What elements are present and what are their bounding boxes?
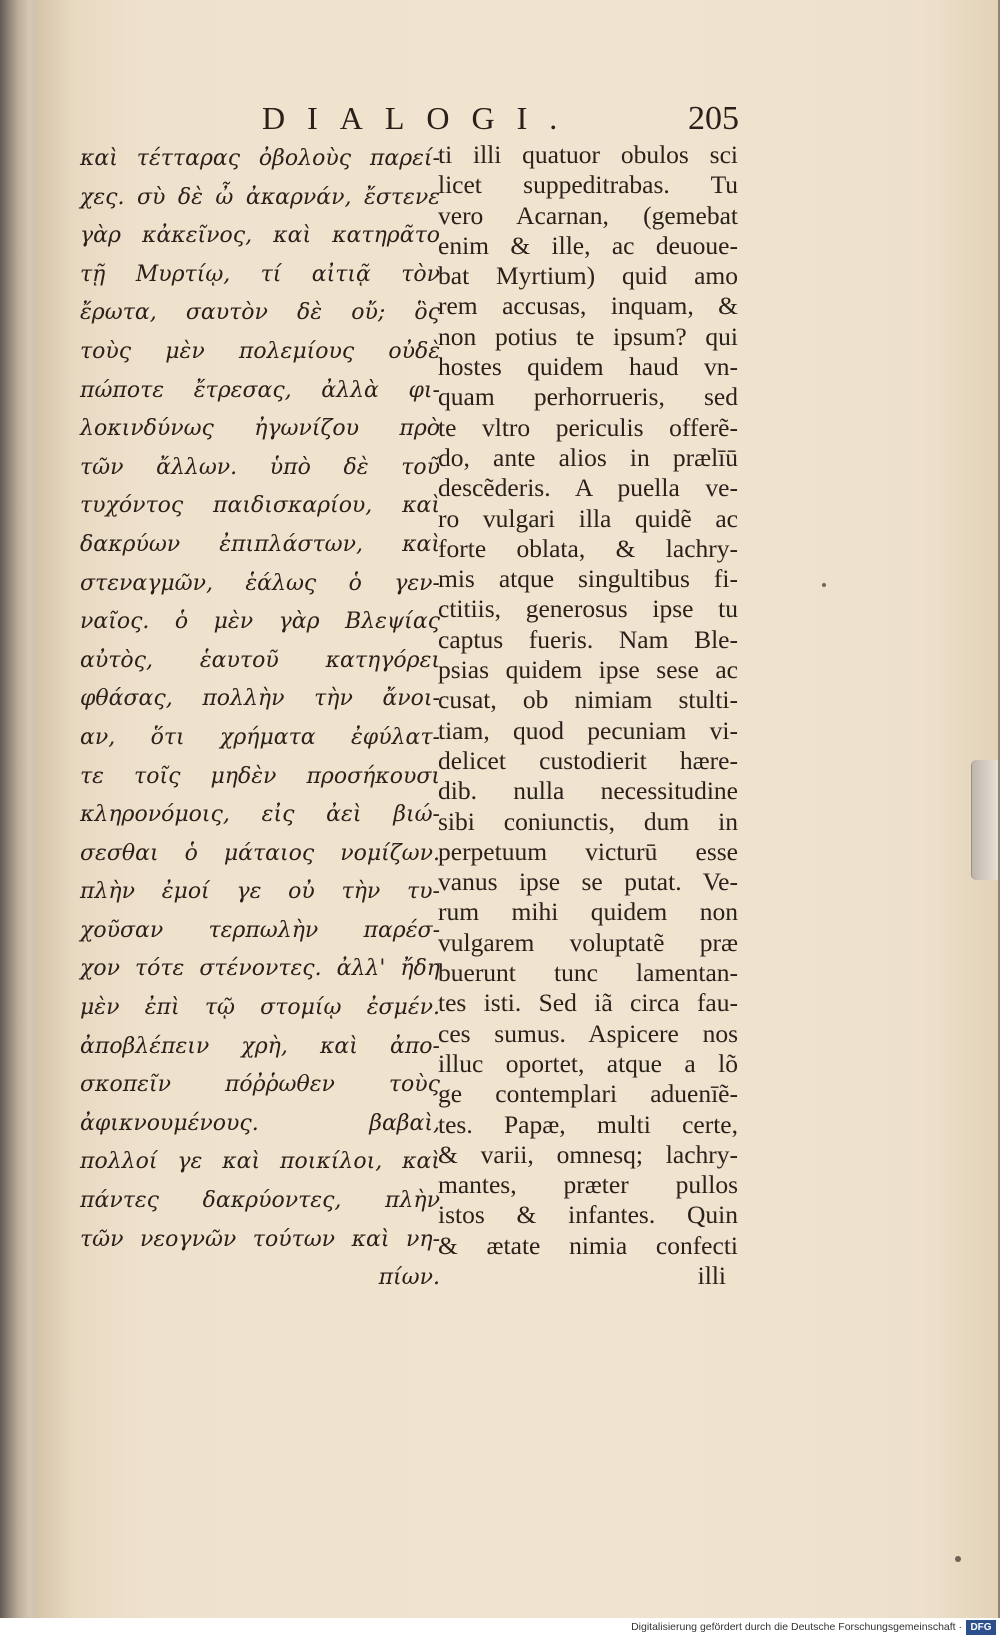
ink-speck [955,1556,961,1562]
text-line: non potius te ipsum? qui [438,321,738,351]
text-line: vanus ipse se putat. Ve- [438,867,738,897]
text-line: rem accusas, inquam, & [438,291,738,321]
text-line: psias quidem ipse sese ac [438,655,738,685]
text-line: mis atque singultibus fi- [438,564,738,594]
text-line: ti illi quatuor obulos sci [438,140,738,169]
text-line: vero Acarnan, (gemebat [438,200,738,230]
text-line: χοῦσαν τερπωλὴν παρέσ- [80,917,440,943]
text-line: φθάσας, πολλὴν τὴν ἄνοι- [80,686,440,712]
text-line: τυχόντος παιδισκαρίου, καὶ [80,493,440,519]
text-line: τοὺς μὲν πολεμίους οὐδὲ [80,338,440,364]
page-edge-tab [971,760,998,880]
text-line: πάντες δακρύοντες, πλὴν [80,1188,440,1214]
text-line: αν, ὅτι χρήματα ἐφύλατ- [80,724,440,750]
text-line: forte oblata, & lachry- [438,533,738,563]
text-line: bat Myrtium) quid amo [438,261,738,291]
text-line: λοκινδύνως ἠγωνίζου πρὸ [80,416,440,442]
text-line: πίων. [378,1265,440,1291]
text-line: illi [697,1260,726,1290]
text-line: ἀφικνουμένους. βαβαὶ, [80,1110,440,1136]
running-head: DIALOGI. [262,100,580,136]
text-line: ναῖος. ὁ μὲν γὰρ Βλεψίας [80,609,440,635]
text-line: στεναγμῶν, ἑάλως ὁ γεν- [80,570,440,596]
text-line: cusat, ob nimiam stulti- [438,685,738,715]
text-line: descẽderis. A puella ve- [438,473,738,503]
text-line: dib. nulla necessitudine [438,776,738,806]
ink-speck [822,583,826,587]
text-line: mantes, præter pullos [438,1170,738,1200]
text-line: enim & ille, ac deuoue- [438,230,738,260]
text-line: ἔρωτα, σαυτὸν δὲ οὔ; ὃς [80,300,440,326]
text-line: & varii, omnesq; lachry- [438,1139,738,1169]
text-line: tiam, quod pecuniam vi- [438,715,738,745]
text-line: vulgarem voluptatẽ præ [438,927,738,957]
text-line: κληρονόμοις, εἰς ἀεὶ βιώ- [80,802,440,828]
text-line: ro vulgari illa quidẽ ac [438,503,738,533]
text-line: τε τοῖς μηδὲν προσήκουσι [80,763,440,789]
text-line: τῶν νεογνῶν τούτων καὶ νη- [80,1226,440,1252]
text-line: τῇ Μυρτίῳ, τί αἰτιᾷ τὸν [80,261,440,287]
text-line: tes isti. Sed iã circa fau- [438,988,738,1018]
text-line: πώποτε ἔτρεσας, ἀλλὰ φι- [80,377,440,403]
text-line: rum mihi quidem non [438,897,738,927]
text-line: & ætate nimia confecti [438,1230,738,1260]
latin-text-column [438,140,738,1291]
text-line: πολλοί γε καὶ ποικίλοι, καὶ [80,1149,440,1175]
text-line: ge contemplari aduenīẽ- [438,1079,738,1109]
text-line: αὐτὸς, ἑαυτοῦ κατηγόρει [80,647,440,673]
text-line: σκοπεῖν πόῤῥωθεν τοὺς [80,1072,440,1098]
text-line: te vltro periculis offerẽ- [438,412,738,442]
text-line: χον τότε στένοντες. ἀλλ' ἤδη [80,956,440,982]
greek-text-column [80,140,440,1298]
text-line: καὶ τέτταρας ὀβολοὺς παρεί- [80,146,440,171]
text-line: χες. σὺ δὲ ὦ ἀκαρνάν, ἔστενε [80,184,440,210]
text-line: hostes quidem haud vn- [438,352,738,382]
text-line: do, ante alios in prælīū [438,442,738,472]
text-line: σεσθαι ὁ μάταιος νομίζων. [80,840,440,866]
text-line: istos & infantes. Quin [438,1200,738,1230]
digitization-credit: Digitalisierung gefördert durch die Deutsche Forschungsgemeinschaft · [631,1621,962,1633]
text-line: ἀποβλέπειν χρὴ, καὶ ἀπο- [80,1033,440,1059]
dfg-logo: DFG [966,1620,996,1635]
text-line: δακρύων ἐπιπλάστων, καὶ [80,531,440,557]
text-line: buerunt tunc lamentan- [438,958,738,988]
text-line: illuc oportet, atque a lõ [438,1048,738,1078]
text-line: sibi coniunctis, dum in [438,806,738,836]
text-line: captus fueris. Nam Ble- [438,624,738,654]
text-line: perpetuum victurū esse [438,836,738,866]
page-number: 205 [688,100,739,137]
text-line: μὲν ἐπὶ τῷ στομίῳ ἐσμέν. [80,995,440,1021]
text-line: tes. Papæ, multi certe, [438,1109,738,1139]
text-line: ctitiis, generosus ipse tu [438,594,738,624]
text-line: γὰρ κἀκεῖνος, καὶ κατηρᾶτο [80,223,440,249]
text-line: delicet custodierit hære- [438,745,738,775]
text-line: licet suppeditrabas. Tu [438,170,738,200]
text-line: τῶν ἄλλων. ὑπὸ δὲ τοῦ [80,454,440,480]
text-line: ces sumus. Aspicere nos [438,1018,738,1048]
text-line: quam perhorrueris, sed [438,382,738,412]
text-line: πλὴν ἐμοί γε οὐ τὴν τυ- [80,879,440,905]
